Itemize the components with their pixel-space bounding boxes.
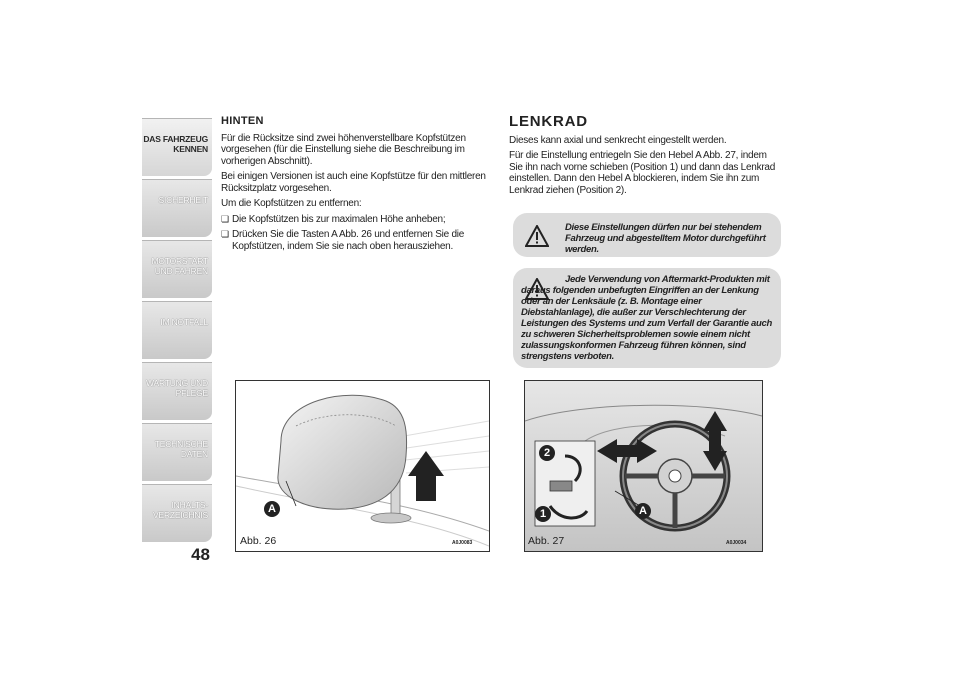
figure-caption: Abb. 26: [240, 535, 277, 547]
callout-2-label: 2: [543, 447, 551, 459]
section-heading-hinten: HINTEN: [221, 115, 264, 127]
left-column: [221, 116, 493, 256]
figure-steering-wheel: [524, 380, 763, 552]
tab-sicherheit[interactable]: [142, 179, 212, 237]
page-number: 48: [191, 545, 210, 564]
tab-wartung-und-pflege[interactable]: [142, 362, 212, 420]
tab-label: SICHERHEIT: [158, 195, 208, 205]
headrest-illustration: [236, 381, 489, 551]
bullet-item: ❏ Drücken Sie die Tasten A Abb. 26 und entfernen Sie die Kopfstützen, indem Sie sie nach oben herausziehen.: [221, 229, 493, 252]
paragraph: Bei einigen Versionen ist auch eine Kopfstütze für den mittleren Rücksitzplatz vorgesehen.: [221, 171, 486, 194]
paragraph: Dieses kann axial und senkrecht eingestellt werden.: [509, 134, 727, 146]
callout-1: [535, 506, 551, 522]
figure-code: A0J0034: [726, 540, 747, 546]
tab-label: WARTUNG UND PFLEGE: [145, 378, 208, 398]
callout-2: [539, 445, 555, 461]
callout-a: [635, 503, 651, 519]
bullet-item: ❏ Die Kopfstützen bis zur maximalen Höhe anheben;: [221, 214, 493, 226]
callout-a: [264, 501, 280, 517]
tab-label: IM NOTFALL: [160, 317, 208, 327]
figure-code: A0J0083: [452, 540, 473, 546]
paragraph: Für die Rücksitze sind zwei höhenverstellbare Kopfstützen vorgesehen (für die Einstellung siehe die Beschreibung im vorherigen Abschnitt).: [221, 132, 466, 167]
tab-das-fahrzeug-kennen[interactable]: [142, 118, 212, 176]
tab-label: INHALTS- VERZEICHNIS: [153, 500, 208, 520]
warning-text: Jede Verwendung von Aftermarkt-Produkten mit daraus folgenden unbefugten Eingriffen an der Lenkung oder an der Lenksäule (z. B. Montage einer Diebstahlanlage), die außer zur Verschlechterung der Leistungen des Systems und zum Verfall der Garantie auch zu schweren Sicherheitsproblemen sowie einem nicht zulassungskonformen Fahrzeug führen können, sind strengstens verboten.: [521, 274, 773, 362]
callout-1-label: 1: [539, 508, 547, 520]
tab-label: MOTORSTART UND FAHREN: [151, 256, 208, 276]
paragraph: Um die Kopfstützen zu entfernen:: [221, 198, 362, 209]
tab-inhaltsverzeichnis[interactable]: [142, 484, 212, 542]
callout-a-label: A: [639, 505, 647, 517]
warning-triangle-icon: [525, 225, 549, 247]
tab-motorstart-und-fahren[interactable]: [142, 240, 212, 298]
section-heading-lenkrad: LENKRAD: [509, 113, 588, 130]
warning-box-1: [513, 213, 781, 257]
warning-box-2: [513, 268, 781, 368]
paragraph: Für die Einstellung entriegeln Sie den Hebel A Abb. 27, indem Sie ihn nach vorne schieben (Position 1) und dann das Lenkrad einstellen. Dann den Hebel A blockieren, indem Sie ihn zum Lenkrad ziehen (Position 2).: [509, 150, 776, 196]
figure-headrest: [235, 380, 490, 552]
steering-wheel-illustration: [525, 381, 762, 551]
right-column: [509, 113, 781, 200]
tab-technische-daten[interactable]: [142, 423, 212, 481]
warning-text: Diese Einstellungen dürfen nur bei stehendem Fahrzeug und abgestelltem Motor durchgeführt werden.: [565, 222, 766, 255]
tab-label: DAS FAHRZEUG KENNEN: [143, 134, 208, 154]
figure-caption: Abb. 27: [528, 535, 565, 547]
tab-im-notfall[interactable]: [142, 301, 212, 359]
callout-a-label: A: [268, 503, 276, 515]
tab-label: TECHNISCHE DATEN: [154, 439, 208, 459]
